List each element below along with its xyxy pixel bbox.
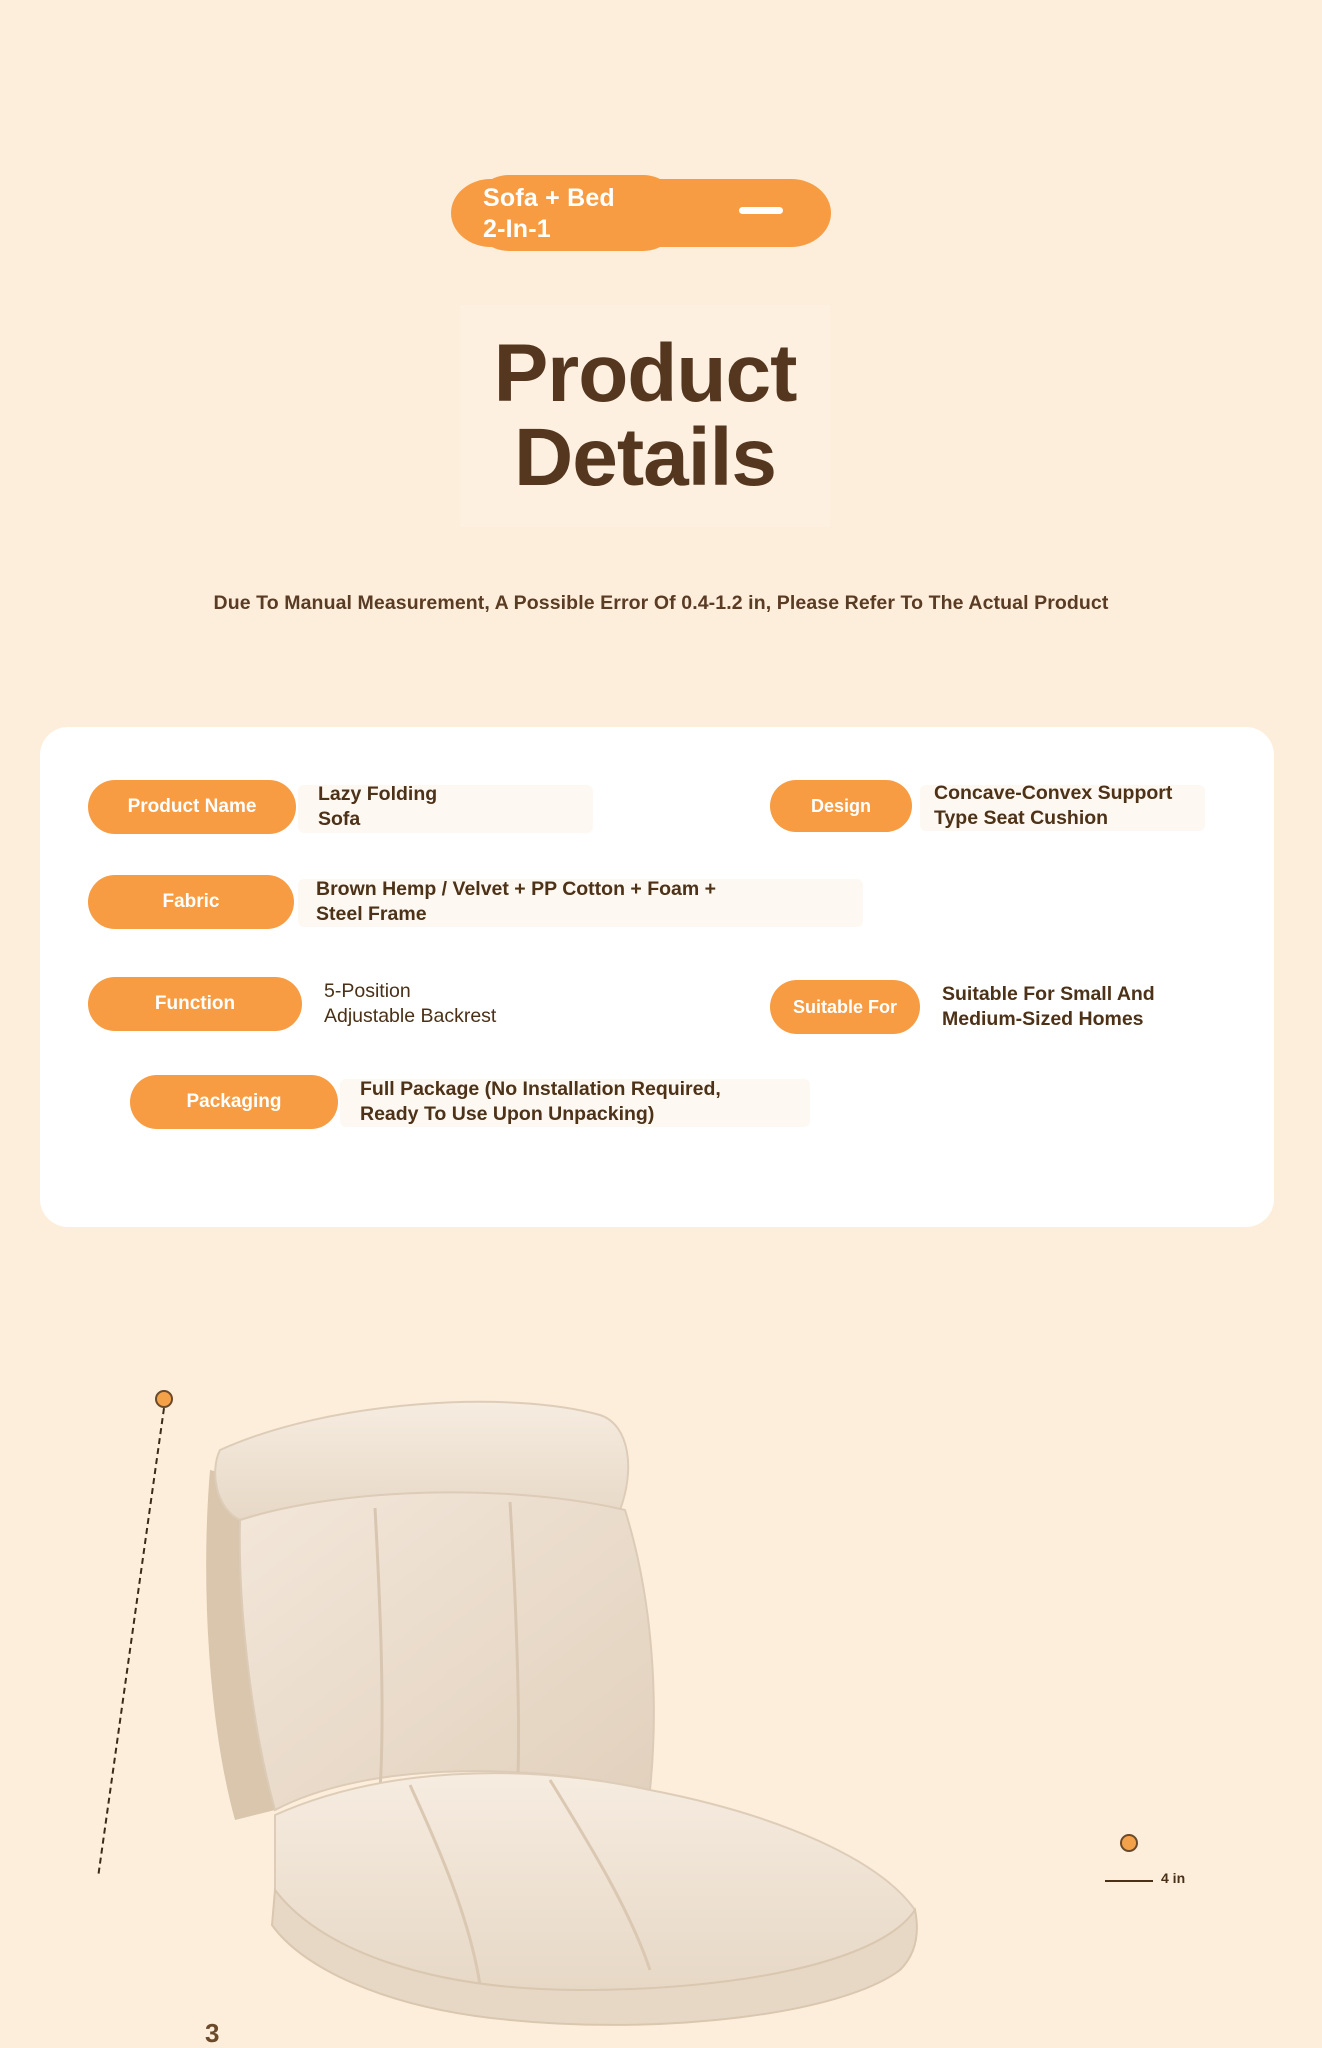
measurement-disclaimer: Due To Manual Measurement, A Possible Error Of 0.4-1.2 in, Please Refer To The Actual Product bbox=[213, 592, 1109, 614]
spec-row-product-name bbox=[88, 780, 437, 834]
spec-row-function bbox=[88, 977, 496, 1031]
spec-label-function: Function bbox=[88, 977, 302, 1031]
spec-value-design: Concave-Convex Support Type Seat Cushion bbox=[934, 782, 1173, 829]
title-line-1: Product bbox=[493, 328, 797, 419]
measure-line-left bbox=[98, 1408, 165, 1874]
measure-dot-top-left bbox=[155, 1390, 173, 1408]
spec-row-packaging bbox=[130, 1075, 721, 1129]
badge-line-1: Sofa + Bed bbox=[483, 184, 615, 212]
promo-badge bbox=[451, 175, 831, 253]
measure-dot-bottom-right bbox=[1120, 1834, 1138, 1852]
dimension-label-right: 4 in bbox=[1161, 1870, 1186, 1886]
measure-tick-right bbox=[1105, 1880, 1153, 1882]
sofa-chair-image bbox=[180, 1390, 1180, 2048]
dash-icon bbox=[739, 207, 783, 214]
dimension-label-left: 3 bbox=[205, 2018, 220, 2048]
badge-line-2: 2-In-1 bbox=[483, 215, 551, 243]
spec-row-design bbox=[770, 780, 1172, 832]
spec-label-design: Design bbox=[770, 780, 912, 832]
spec-value-packaging: Full Package (No Installation Required, Ready To Use Upon Unpacking) bbox=[360, 1078, 721, 1125]
spec-value-suitable-for: Suitable For Small And Medium-Sized Homes bbox=[942, 983, 1155, 1030]
spec-row-fabric bbox=[88, 875, 716, 929]
spec-value-product-name: Lazy Folding Sofa bbox=[318, 783, 438, 830]
spec-value-fabric: Brown Hemp / Velvet + PP Cotton + Foam + Steel Frame bbox=[316, 878, 717, 925]
badge-text bbox=[483, 183, 615, 245]
product-photo bbox=[0, 1330, 1322, 2048]
page-title bbox=[460, 305, 830, 503]
spec-card bbox=[40, 727, 1274, 1227]
spec-label-suitable-for: Suitable For bbox=[770, 980, 920, 1034]
spec-row-suitable-for bbox=[770, 980, 1155, 1034]
spec-label-product-name: Product Name bbox=[88, 780, 296, 834]
spec-value-function: 5-Position Adjustable Backrest bbox=[324, 980, 497, 1027]
spec-label-packaging: Packaging bbox=[130, 1075, 338, 1129]
title-line-2: Details bbox=[514, 412, 776, 503]
spec-label-fabric: Fabric bbox=[88, 875, 294, 929]
